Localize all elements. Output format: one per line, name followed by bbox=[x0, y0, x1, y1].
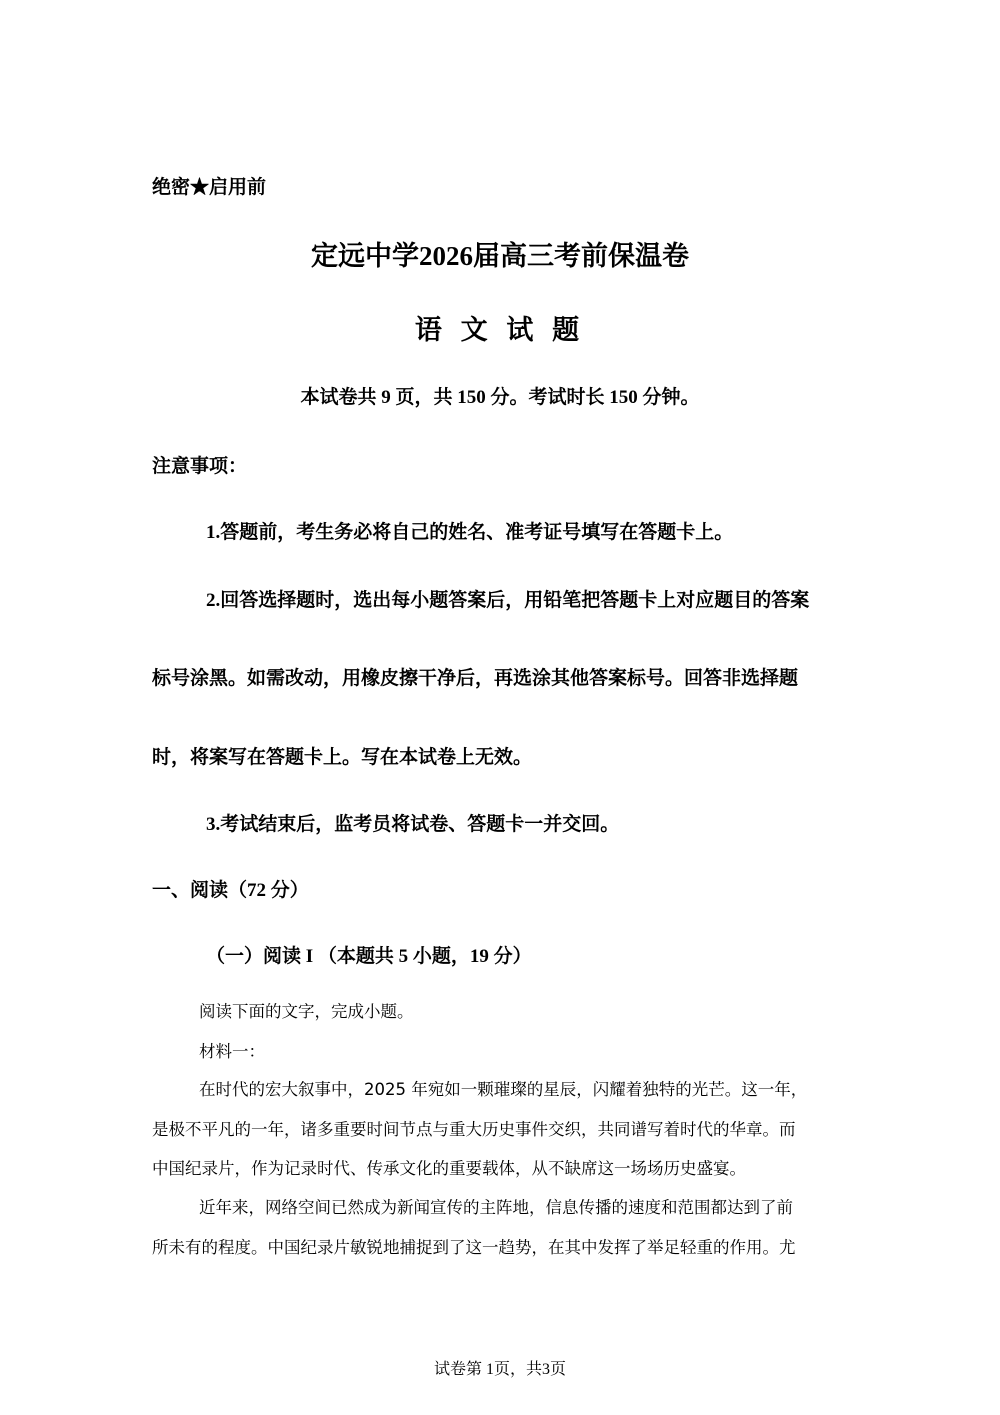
paragraph-line: 所未有的程度。中国纪录片敏锐地捕捉到了这一趋势，在其中发挥了举足轻重的作用。尤 bbox=[152, 1238, 796, 1257]
paragraph-line: 是极不平凡的一年，诸多重要时间节点与重大历史事件交织，共同谱写着时代的华章。而 bbox=[152, 1120, 796, 1139]
notice-line: 标号涂黑。如需改动，用橡皮擦干净后，再选涂其他答案标号。回答非选择题 bbox=[152, 668, 799, 689]
notice-line: 1.答题前，考生务必将自己的姓名、准考证号填写在答题卡上。 bbox=[206, 522, 734, 543]
paragraph-line: 中国纪录片，作为记录时代、传承文化的重要载体，从不缺席这一场场历史盛宴。 bbox=[152, 1159, 746, 1178]
paragraph-line: 近年来，网络空间已然成为新闻宣传的主阵地，信息传播的速度和范围都达到了前 bbox=[199, 1198, 793, 1217]
subsection-heading: （一）阅读 I （本题共 5 小题，19 分） bbox=[206, 946, 532, 967]
exam-title: 定远中学2026届高三考前保温卷 bbox=[311, 241, 689, 271]
notice-heading: 注意事项： bbox=[152, 456, 248, 477]
paragraph-line: 在时代的宏大叙事中，2025 年宛如一颗璀璨的星辰，闪耀着独特的光芒。这一年， bbox=[199, 1080, 808, 1099]
notice-line: 3.考试结束后，监考员将试卷、答题卡一并交回。 bbox=[206, 814, 620, 835]
notice-line: 2.回答选择题时，选出每小题答案后，用铅笔把答题卡上对应题目的答案 bbox=[206, 590, 810, 611]
exam-info: 本试卷共 9 页，共 150 分。考试时长 150 分钟。 bbox=[300, 387, 700, 408]
secret-mark: 绝密★启用前 bbox=[152, 177, 267, 198]
notice-line: 时，将案写在答题卡上。写在本试卷上无效。 bbox=[152, 747, 533, 768]
reading-instruction: 阅读下面的文字，完成小题。 bbox=[199, 1002, 414, 1021]
section-heading: 一、阅读（72 分） bbox=[152, 880, 309, 901]
subject-title: 语 文 试 题 bbox=[414, 315, 586, 345]
page-footer: 试卷第 1页，共3页 bbox=[433, 1361, 566, 1378]
material-label: 材料一： bbox=[199, 1042, 265, 1061]
